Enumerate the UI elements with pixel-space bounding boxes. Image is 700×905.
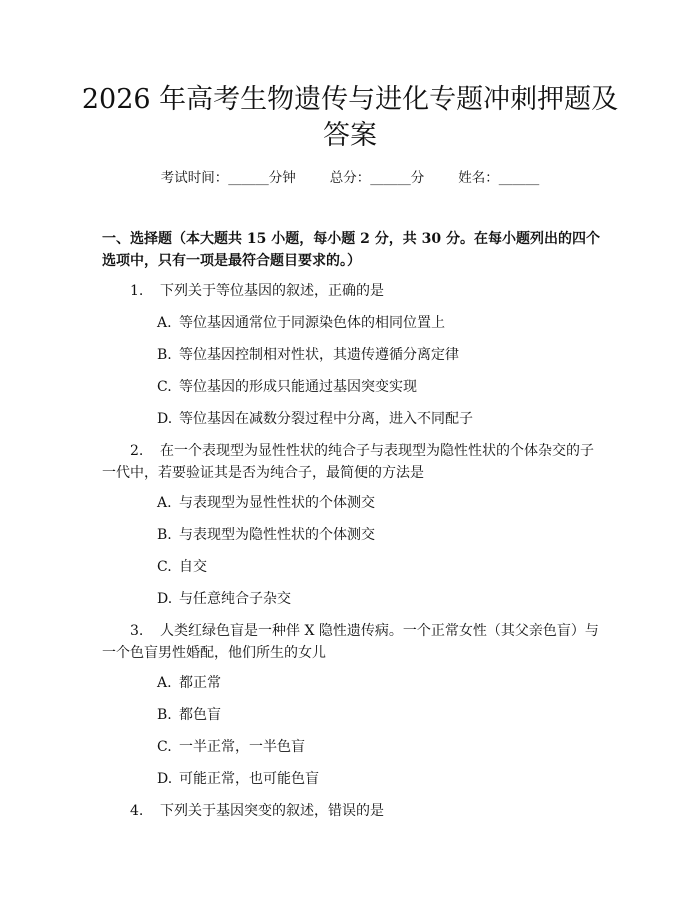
student-name-field: 姓名：______ [458, 170, 540, 186]
question-2-option-d [157, 588, 597, 610]
option-label: C. [157, 559, 172, 575]
option-label: C. [157, 379, 172, 395]
question-1-option-d [157, 408, 597, 430]
option-label: B. [157, 707, 172, 723]
question-number: 3. [130, 623, 144, 639]
option-label: C. [157, 739, 172, 755]
question-number: 4. [130, 803, 144, 819]
question-stem: 在一个表现型为显性性状的纯合子与表现型为隐性性状的个体杂交的子一代中，若要验证其是否为纯合子，最简便的方法是 [102, 443, 594, 481]
option-text: 与表现型为显性性状的个体测交 [179, 495, 375, 511]
option-label: B. [157, 347, 172, 363]
option-text: 都色盲 [179, 707, 221, 723]
question-2-option-c [157, 556, 597, 578]
question-number: 1. [130, 283, 144, 299]
option-text: 等位基因控制相对性状，其遗传遵循分离定律 [179, 347, 459, 363]
option-text: 都正常 [179, 675, 221, 691]
page-title: 2026 年高考生物遗传与进化专题冲刺押题及答案 [81, 84, 619, 151]
option-label: A. [157, 315, 172, 331]
question-2-option-b [157, 524, 597, 546]
question-stem: 人类红绿色盲是一种伴 X 隐性遗传病。一个正常女性（其父亲色盲）与一个色盲男性婚配，他们所生的女儿 [102, 623, 599, 661]
option-label: B. [157, 527, 172, 543]
section-heading: 一、选择题（本大题共 15 小题，每小题 2 分，共 30 分。在每小题列出的四个选项中，只有一项是最符合题目要求的。） [102, 231, 600, 269]
question-3-option-d [157, 768, 597, 790]
option-label: D. [157, 771, 173, 787]
option-text: 等位基因的形成只能通过基因突变实现 [179, 379, 417, 395]
option-label: A. [157, 675, 172, 691]
question-3-option-b [157, 704, 597, 726]
option-text: 自交 [179, 559, 207, 575]
question-2 [102, 440, 602, 484]
question-3 [102, 620, 602, 664]
total-score-field: 总分：______分 [329, 170, 425, 186]
option-text: 可能正常，也可能色盲 [179, 771, 319, 787]
option-label: D. [157, 411, 173, 427]
question-1-option-a [157, 312, 597, 334]
exam-meta [0, 168, 700, 188]
question-4 [102, 800, 602, 822]
option-text: 与表现型为隐性性状的个体测交 [179, 527, 375, 543]
question-1 [102, 280, 602, 302]
option-text: 等位基因在减数分裂过程中分离，进入不同配子 [179, 411, 473, 427]
question-number: 2. [130, 443, 144, 459]
option-text: 与任意纯合子杂交 [179, 591, 291, 607]
question-3-option-a [157, 672, 597, 694]
question-stem: 下列关于等位基因的叙述，正确的是 [160, 283, 384, 299]
exam-time-field: 考试时间：______分钟 [160, 170, 296, 186]
question-1-option-b [157, 344, 597, 366]
question-1-option-c [157, 376, 597, 398]
question-stem: 下列关于基因突变的叙述，错误的是 [160, 803, 384, 819]
question-3-option-c [157, 736, 597, 758]
option-text: 一半正常，一半色盲 [179, 739, 305, 755]
question-2-option-a [157, 492, 597, 514]
option-text: 等位基因通常位于同源染色体的相同位置上 [179, 315, 445, 331]
option-label: A. [157, 495, 172, 511]
option-label: D. [157, 591, 173, 607]
